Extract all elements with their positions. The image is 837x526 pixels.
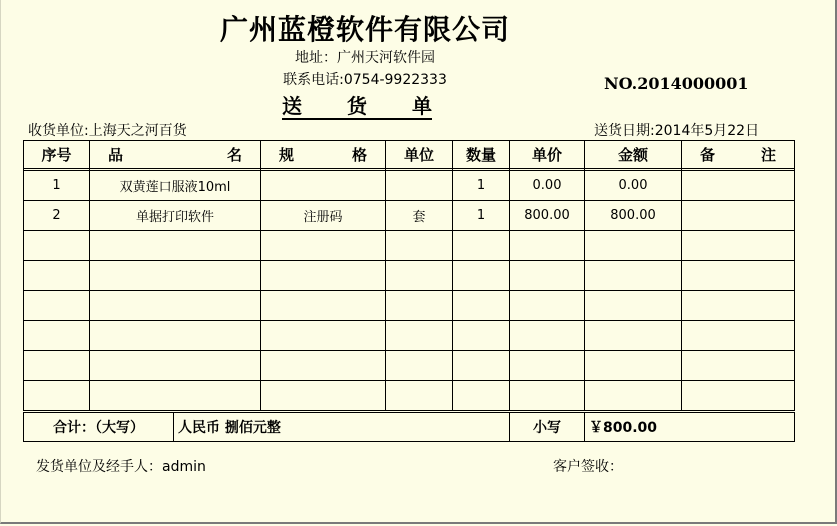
- cell-unit: [386, 351, 453, 381]
- cell-index: [24, 381, 90, 411]
- cell-price: [510, 261, 585, 291]
- cell-price: [510, 381, 585, 411]
- cell-name: 双黄莲口服液10ml: [90, 171, 261, 201]
- cell-spec: [261, 231, 386, 261]
- total-label: 合计：（大写）: [24, 413, 174, 442]
- col-header-unit: 单位: [386, 141, 453, 169]
- col-header-name: [90, 141, 261, 169]
- col-header-index: 序号: [24, 141, 90, 169]
- cell-index: [24, 351, 90, 381]
- cell-spec: [261, 351, 386, 381]
- cell-amount: [585, 321, 682, 351]
- cell-amount: [585, 261, 682, 291]
- cell-unit: [386, 261, 453, 291]
- total-amount-words: 人民币 捌佰元整: [174, 413, 510, 442]
- cell-price: 800.00: [510, 201, 585, 231]
- cell-remark: [682, 291, 795, 321]
- cell-remark: [682, 171, 795, 201]
- document-title: [282, 94, 432, 120]
- cell-amount: 800.00: [585, 201, 682, 231]
- cell-price: [510, 231, 585, 261]
- company-name: 广州蓝橙软件有限公司: [219, 13, 510, 46]
- cell-name: 单据打印软件: [90, 201, 261, 231]
- table-row: [24, 291, 795, 321]
- cell-remark: [682, 321, 795, 351]
- col-header-price: 单价: [510, 141, 585, 169]
- cell-index: 1: [24, 171, 90, 201]
- col-header-amount: 金额: [585, 141, 682, 169]
- cell-name: [90, 261, 261, 291]
- col-header-spec-label: 规 格: [279, 146, 367, 164]
- totals-row: [24, 413, 795, 442]
- cell-remark: [682, 261, 795, 291]
- col-header-spec: [261, 141, 386, 169]
- company-address: 地址：广州天河软件园: [295, 50, 435, 66]
- company-phone: 联系电话:0754-9922333: [283, 72, 447, 88]
- table-row: [24, 231, 795, 261]
- cell-price: [510, 291, 585, 321]
- cell-spec: [261, 291, 386, 321]
- goods-table: [23, 140, 795, 411]
- totals-table: [23, 412, 795, 442]
- table-header-row: [24, 141, 795, 169]
- cell-unit: [386, 321, 453, 351]
- total-amount-numeric: ￥800.00: [585, 413, 795, 442]
- cell-name: [90, 381, 261, 411]
- document-title-char: 送: [282, 94, 302, 118]
- col-header-remark: [682, 141, 795, 169]
- cell-qty: [453, 291, 510, 321]
- cell-unit: [386, 381, 453, 411]
- col-header-remark-label: 备 注: [700, 146, 776, 164]
- delivery-date: 送货日期:2014年5月22日: [594, 123, 760, 139]
- cell-qty: [453, 321, 510, 351]
- table-row: [24, 381, 795, 411]
- cell-price: 0.00: [510, 171, 585, 201]
- cell-spec: [261, 261, 386, 291]
- cell-unit: [386, 291, 453, 321]
- cell-qty: 1: [453, 201, 510, 231]
- col-header-qty: 数量: [453, 141, 510, 169]
- small-amount-label: 小写: [510, 413, 585, 442]
- cell-amount: [585, 351, 682, 381]
- cell-spec: [261, 321, 386, 351]
- table-row: [24, 201, 795, 231]
- cell-qty: [453, 351, 510, 381]
- col-header-name-label: 品 名: [108, 146, 242, 164]
- cell-remark: [682, 231, 795, 261]
- table-row: [24, 171, 795, 201]
- cell-unit: [386, 171, 453, 201]
- cell-name: [90, 351, 261, 381]
- table-row: [24, 351, 795, 381]
- receiver-unit: 收货单位:上海天之河百货: [28, 123, 187, 139]
- cell-index: [24, 261, 90, 291]
- cell-spec: 注册码: [261, 201, 386, 231]
- cell-unit: 套: [386, 201, 453, 231]
- cell-qty: [453, 261, 510, 291]
- cell-amount: [585, 291, 682, 321]
- cell-spec: [261, 171, 386, 201]
- cell-qty: 1: [453, 171, 510, 201]
- cell-remark: [682, 201, 795, 231]
- document-number: NO.2014000001: [604, 74, 749, 93]
- document-title-char: 货: [347, 94, 367, 118]
- cell-index: [24, 321, 90, 351]
- cell-price: [510, 321, 585, 351]
- cell-price: [510, 351, 585, 381]
- cell-spec: [261, 381, 386, 411]
- shipper-handler: 发货单位及经手人：admin: [36, 459, 206, 475]
- cell-name: [90, 231, 261, 261]
- cell-remark: [682, 351, 795, 381]
- cell-amount: [585, 381, 682, 411]
- cell-index: 2: [24, 201, 90, 231]
- cell-index: [24, 231, 90, 261]
- cell-qty: [453, 231, 510, 261]
- cell-index: [24, 291, 90, 321]
- cell-qty: [453, 381, 510, 411]
- cell-unit: [386, 231, 453, 261]
- cell-amount: [585, 231, 682, 261]
- customer-signature: 客户签收：: [553, 459, 623, 475]
- cell-name: [90, 291, 261, 321]
- table-row: [24, 321, 795, 351]
- cell-amount: 0.00: [585, 171, 682, 201]
- document-title-char: 单: [412, 94, 432, 118]
- cell-remark: [682, 381, 795, 411]
- cell-name: [90, 321, 261, 351]
- table-row: [24, 261, 795, 291]
